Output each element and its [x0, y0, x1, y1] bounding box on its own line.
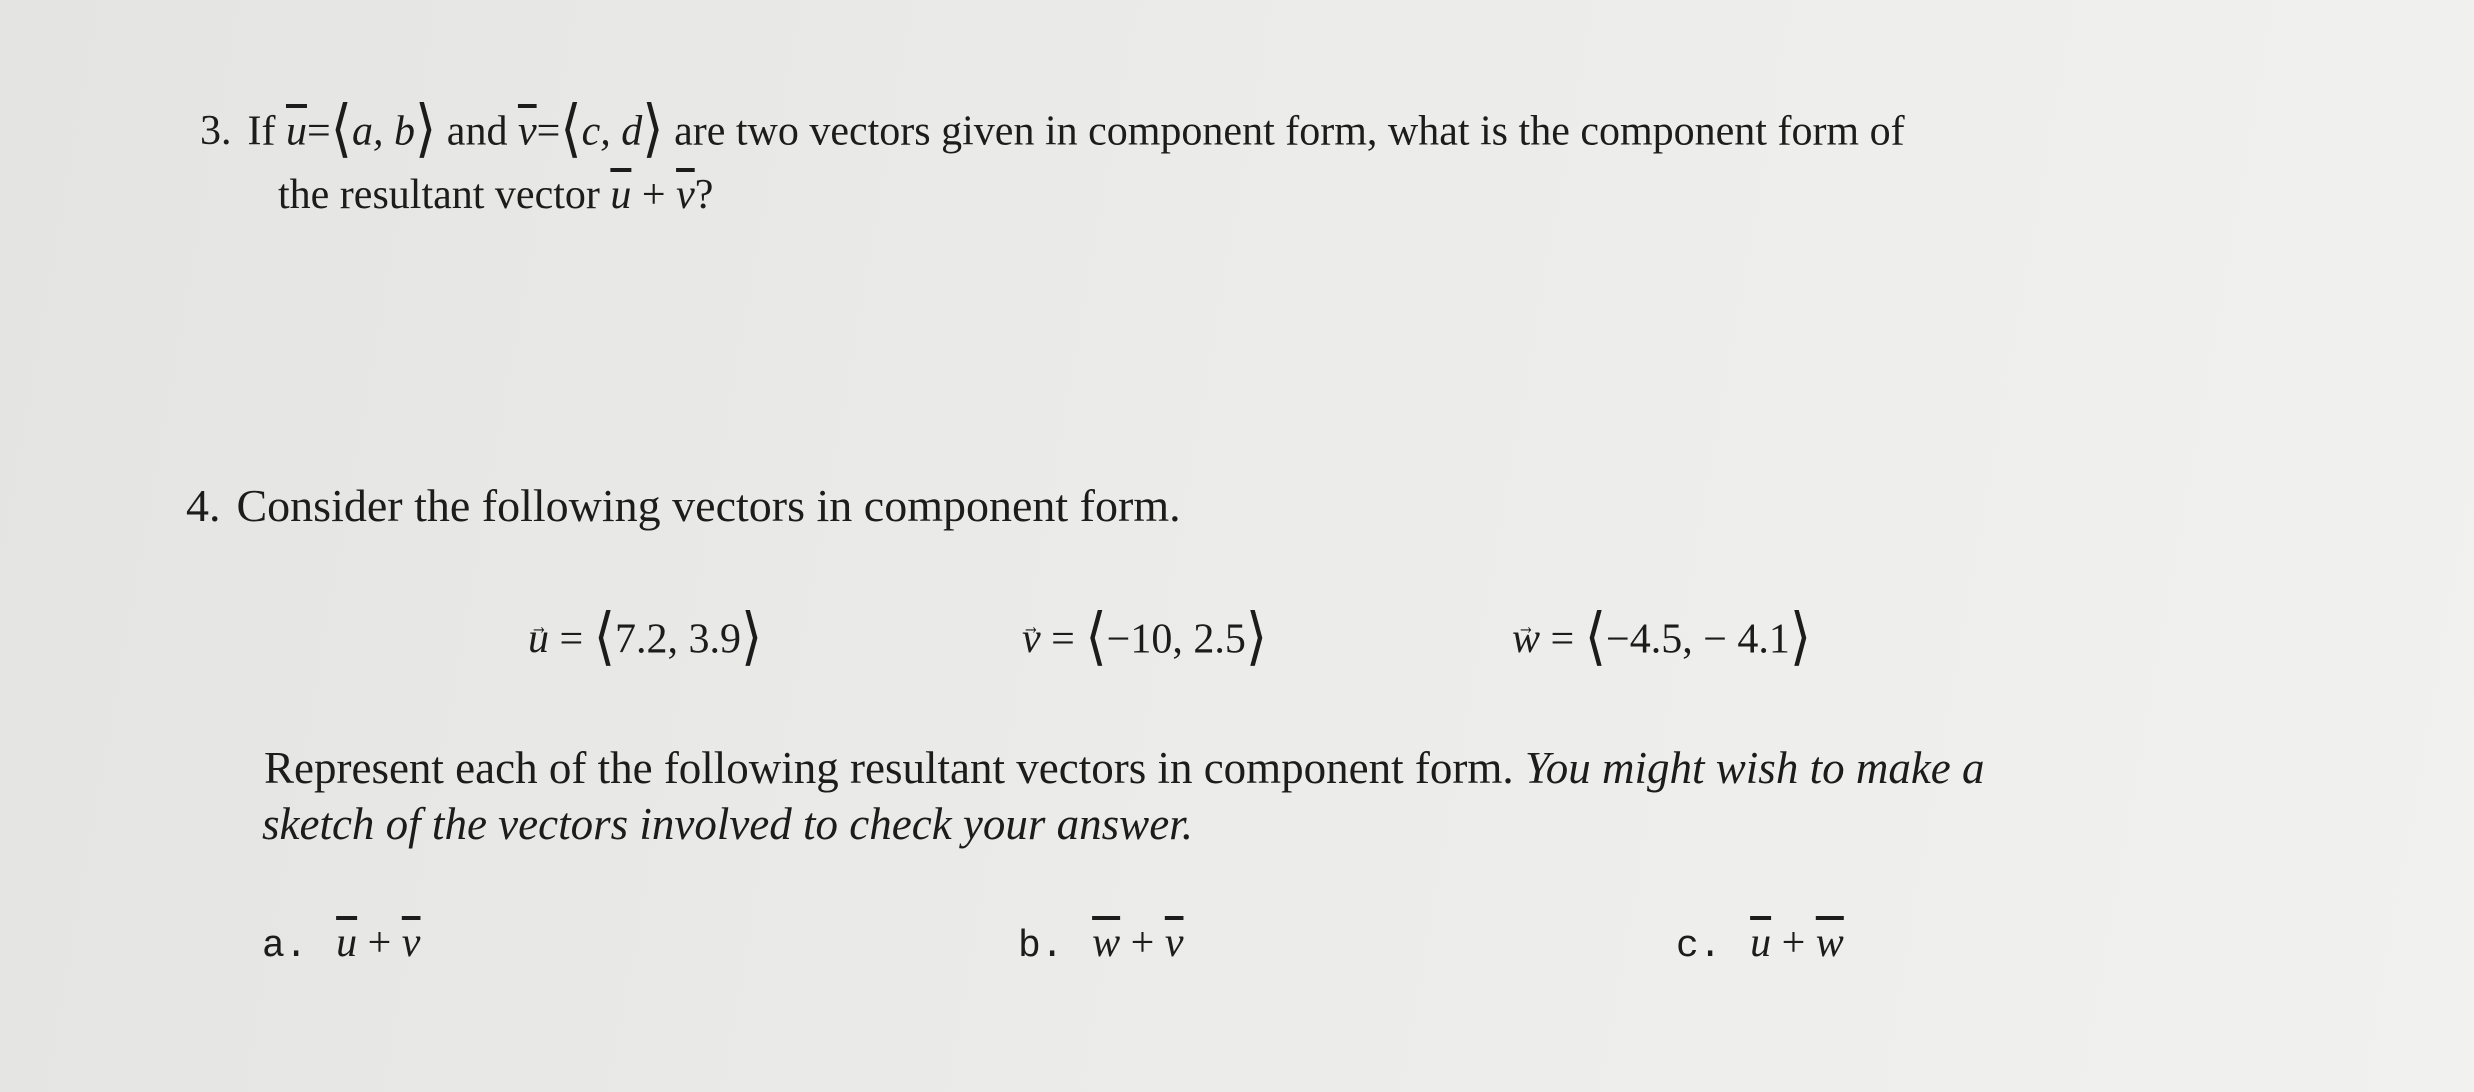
q3-if: If: [247, 108, 276, 155]
question-mark: ?: [694, 172, 714, 218]
left-angle: ⟨: [560, 93, 582, 164]
part-b-right-vector: $\overline{v}$: [1164, 920, 1184, 966]
q3-and: and: [446, 108, 508, 155]
vector-u: $\overline{u}$: [610, 172, 632, 218]
vector-v-symbol: v →: [1022, 614, 1041, 664]
left-angle: ⟨: [1085, 601, 1107, 672]
q4-instruction-line-1: [264, 740, 1985, 796]
part-b: b. $\overline{w} + \overline{v}$: [1018, 920, 1184, 968]
q4-intro-text: Consider the following vectors in component form.: [236, 480, 1181, 531]
right-angle: ⟩: [414, 93, 437, 164]
vector-u-symbol: u →: [528, 614, 549, 664]
vector-w-definition: w → = ⟨−4.5, − 4.1⟩: [1512, 610, 1811, 665]
vector-w-symbol: w →: [1512, 614, 1540, 664]
question-3-line-2: [278, 170, 713, 220]
plus-sign: +: [641, 172, 666, 218]
vector-v-components: −10, 2.5: [1106, 616, 1246, 663]
q4-instruction-italic-1: You might wish to make a: [1524, 743, 1985, 793]
vector-v: $\overline{v}$: [517, 108, 537, 155]
q4-instruction-plain: Represent each of the following resultant vectors in component form.: [264, 743, 1514, 793]
q4-instruction-italic-2: sketch of the vectors involved to check your answer.: [262, 799, 1193, 849]
equals-sign: =: [306, 108, 331, 155]
right-angle: ⟩: [741, 601, 763, 672]
question-3-number: 3.: [200, 108, 232, 155]
left-angle: ⟨: [1584, 601, 1607, 672]
q4-instruction-line-2: [262, 796, 1193, 852]
q3-text-a: are two vectors given in component form, what is the component form of: [674, 108, 1905, 155]
right-angle: ⟩: [1789, 601, 1812, 672]
part-c-left-vector: $\overline{u}$: [1750, 920, 1772, 966]
equals-sign: =: [536, 108, 561, 155]
part-c: c. $\overline{u} + \overline{w}$: [1676, 920, 1844, 968]
vector-u-components: 7.2, 3.9: [615, 616, 741, 663]
vector-u: $\overline{u}$: [285, 108, 307, 155]
vector-v: $\overline{v}$: [676, 172, 695, 218]
part-a-left-vector: $\overline{u}$: [336, 920, 358, 966]
part-c-right-vector: $\overline{w}$: [1815, 920, 1844, 966]
vector-v-definition: v → = ⟨−10, 2.5⟩: [1022, 610, 1267, 665]
q3-text-b: the resultant vector: [278, 172, 600, 218]
left-angle: ⟨: [593, 601, 615, 672]
u-components: a, b: [351, 108, 415, 155]
right-angle: ⟩: [642, 93, 664, 164]
question-3-line-1: [200, 93, 1905, 164]
part-b-label: b.: [1018, 925, 1064, 968]
part-a: a. $\overline{u} + \overline{v}$: [262, 920, 421, 968]
part-a-label: a.: [262, 925, 308, 968]
vector-u-definition: u → = ⟨7.2, 3.9⟩: [528, 610, 762, 665]
left-angle: ⟨: [330, 93, 352, 164]
part-b-left-vector: $\overline{w}$: [1092, 920, 1121, 966]
part-c-label: c.: [1676, 925, 1722, 968]
question-4-number: 4.: [186, 480, 221, 531]
vector-w-components: −4.5, − 4.1: [1606, 616, 1790, 663]
right-angle: ⟩: [1245, 601, 1268, 672]
v-components: c, d: [581, 108, 643, 155]
part-a-right-vector: $\overline{v}$: [401, 920, 421, 966]
question-4-intro: [186, 478, 1181, 534]
